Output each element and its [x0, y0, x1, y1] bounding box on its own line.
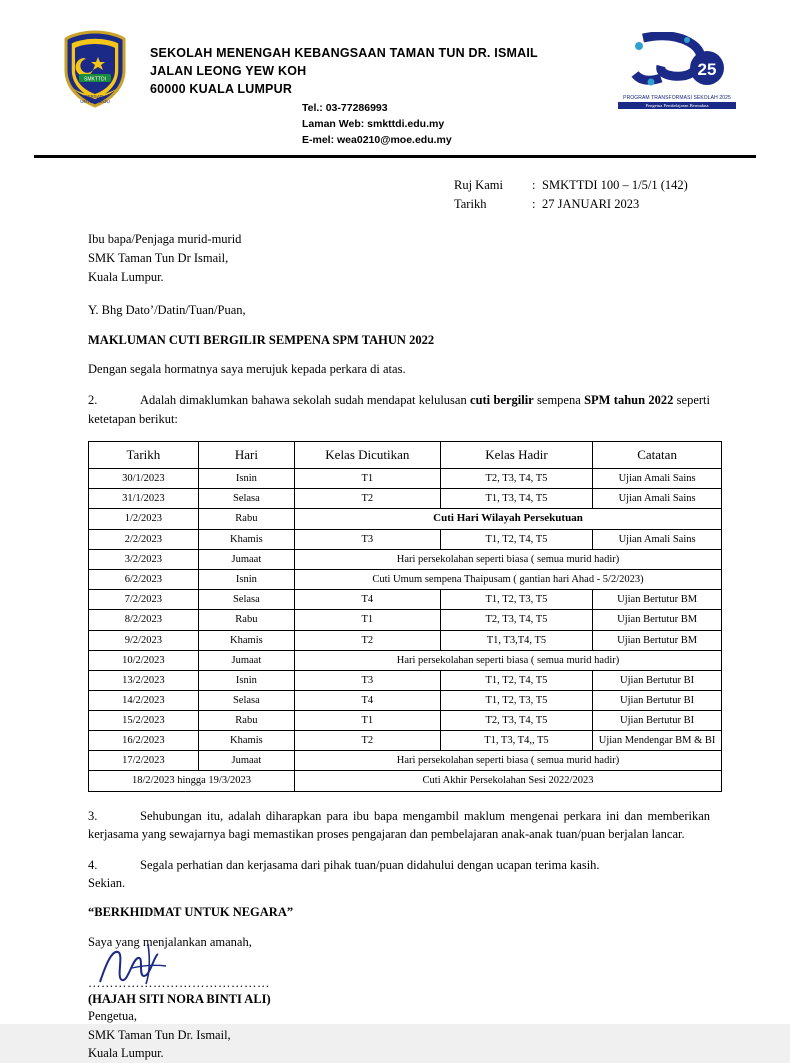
table-cell: Isnin — [198, 468, 294, 488]
table-cell: 15/2/2023 — [89, 711, 199, 731]
date-label: Tarikh — [454, 197, 487, 211]
date-value: 27 JANUARI 2023 — [542, 197, 640, 211]
paragraph-2 — [34, 391, 756, 429]
table-cell: 7/2/2023 — [89, 590, 199, 610]
school-city: 60000 KUALA LUMPUR — [150, 82, 293, 97]
school-street: JALAN LEONG YEW KOH — [150, 64, 307, 79]
paragraph-2-bold-1: cuti bergilir — [470, 393, 534, 408]
table-header-row — [89, 441, 722, 468]
table-cell: T1 — [295, 711, 441, 731]
schedule-table-body — [89, 468, 722, 791]
svg-text:SMKTTDI: SMKTTDI — [84, 76, 106, 83]
table-cell: Jumaat — [198, 650, 294, 670]
col-header-catatan: Catatan — [593, 441, 722, 468]
table-row — [89, 529, 722, 549]
table-row — [89, 751, 722, 771]
table-cell: 10/2/2023 — [89, 650, 199, 670]
table-cell: Khamis — [198, 529, 294, 549]
table-row — [89, 650, 722, 670]
letter-subject: MAKLUMAN CUTI BERGILIR SEMPENA SPM TAHUN 2022 — [88, 333, 435, 348]
ts25-caption: PROGRAM TRANSFORMASI SEKOLAH 2025 — [623, 95, 731, 101]
table-cell: Cuti Umum sempena Thaipusam ( gantian hari Ahad - 5/2/2023) — [295, 570, 722, 590]
school-tel: Tel.: 03-77286993 — [302, 102, 388, 115]
signatory-city: Kuala Lumpur. — [88, 1046, 164, 1061]
table-cell: T1, T2, T3, T5 — [440, 690, 592, 710]
table-row — [89, 590, 722, 610]
table-cell: Ujian Amali Sains — [593, 489, 722, 509]
table-cell: T3 — [295, 529, 441, 549]
table-cell: 1/2/2023 — [89, 509, 199, 530]
table-cell: Ujian Bertutur BI — [593, 670, 722, 690]
table-cell: Selasa — [198, 590, 294, 610]
table-cell: 2/2/2023 — [89, 529, 199, 549]
table-cell: 17/2/2023 — [89, 751, 199, 771]
table-cell: T2, T3, T4, T5 — [440, 468, 592, 488]
table-cell: T1, T3,T4, T5 — [440, 630, 592, 650]
table-cell: T4 — [295, 590, 441, 610]
table-cell: Ujian Bertutur BI — [593, 690, 722, 710]
table-cell: 9/2/2023 — [89, 630, 199, 650]
paragraph-2-text-a: Adalah dimaklumkan bahawa sekolah sudah mendapat kelulusan — [140, 393, 471, 408]
col-header-kelas-dicutikan: Kelas Dicutikan — [295, 441, 441, 468]
table-cell: T2 — [295, 489, 441, 509]
reference-block — [34, 176, 756, 215]
letterhead — [34, 28, 756, 149]
paragraph-2-bold-2: SPM tahun 2022 — [584, 393, 674, 408]
signature-dotted-line: …………………………………… — [88, 975, 270, 990]
table-cell: Rabu — [198, 711, 294, 731]
table-cell: Cuti Akhir Persekolahan Sesi 2022/2023 — [295, 771, 722, 791]
paragraph-2-text-c: sempena — [533, 393, 585, 408]
letterhead-text — [128, 28, 618, 149]
table-row — [89, 630, 722, 650]
school-crest-icon — [62, 30, 128, 106]
table-cell: 8/2/2023 — [89, 610, 199, 630]
table-cell: 3/2/2023 — [89, 550, 199, 570]
ref-value: SMKTTDI 100 – 1/5/1 (142) — [542, 177, 688, 192]
addressee-line-3: Kuala Lumpur. — [88, 270, 164, 285]
table-cell: Ujian Amali Sains — [593, 529, 722, 549]
signature-area — [34, 950, 756, 990]
paragraph-2-text-e: seperti ketetapan berikut: — [88, 393, 711, 426]
table-cell: 13/2/2023 — [89, 670, 199, 690]
paragraph-4 — [34, 856, 756, 875]
table-cell: T1, T2, T3, T5 — [440, 590, 592, 610]
paragraph-3-text: Sehubungan itu, adalah diharapkan para ibu bapa mengambil maklum mengenai perkara ini dan memberikan kerjasama yang sewajarnya bagi memastikan proses pengajaran dan pembelajaran anak-anak tuan/puan berjalan lancar. — [88, 808, 710, 842]
table-cell: T4 — [295, 690, 441, 710]
table-cell: Selasa — [198, 690, 294, 710]
date-row — [454, 195, 756, 214]
schedule-table — [88, 441, 722, 792]
table-cell: Isnin — [198, 670, 294, 690]
svg-text:UNTUK MAJU: UNTUK MAJU — [80, 99, 110, 104]
table-row — [89, 610, 722, 630]
date-colon: : — [532, 197, 536, 211]
table-cell: T1, T2, T4, T5 — [440, 670, 592, 690]
table-row — [89, 670, 722, 690]
table-cell: Rabu — [198, 610, 294, 630]
table-cell: Hari persekolahan seperti biasa ( semua murid hadir) — [295, 650, 722, 670]
table-row — [89, 711, 722, 731]
svg-text:25: 25 — [697, 60, 717, 79]
paragraph-3 — [34, 807, 756, 845]
table-cell: T1 — [295, 610, 441, 630]
svg-text:BERSATU: BERSATU — [84, 94, 106, 99]
addressee-line-2: SMK Taman Tun Dr Ismail, — [88, 251, 229, 266]
table-cell: 6/2/2023 — [89, 570, 199, 590]
addressee-block — [34, 230, 756, 287]
paragraph-4-number: 4. — [88, 858, 98, 872]
table-cell: Ujian Bertutur BI — [593, 711, 722, 731]
table-cell: 14/2/2023 — [89, 690, 199, 710]
paragraph-4-text: Segala perhatian dan kerjasama dari pihak tuan/puan didahului dengan ucapan terima kasih. — [140, 858, 600, 872]
table-row — [89, 550, 722, 570]
closing-motto: “BERKHIDMAT UNTUK NEGARA” — [88, 904, 294, 919]
table-cell: T1 — [295, 468, 441, 488]
table-cell: T2 — [295, 630, 441, 650]
school-email: E-mel: wea0210@moe.edu.my — [302, 133, 452, 146]
table-row — [89, 771, 722, 791]
addressee-line-1: Ibu bapa/Penjaga murid-murid — [88, 232, 242, 247]
col-header-hari: Hari — [198, 441, 294, 468]
signatory-title: Pengetua, — [88, 1008, 137, 1023]
signatory-school: SMK Taman Tun Dr. Ismail, — [88, 1027, 231, 1042]
table-cell: Ujian Amali Sains — [593, 468, 722, 488]
table-cell: Ujian Bertutur BM — [593, 610, 722, 630]
table-cell: 31/1/2023 — [89, 489, 199, 509]
table-cell: Khamis — [198, 630, 294, 650]
paragraph-3-number: 3. — [88, 808, 98, 823]
ts25-logo — [618, 28, 736, 109]
table-row — [89, 731, 722, 751]
table-cell: Ujian Bertutur BM — [593, 630, 722, 650]
ts25-subcaption: Pengetua Pembelajaran Bermakna — [618, 102, 736, 109]
table-cell: Khamis — [198, 731, 294, 751]
sekian-text: Sekian. — [88, 875, 126, 890]
table-cell: Isnin — [198, 570, 294, 590]
salutation: Y. Bhg Dato’/Datin/Tuan/Puan, — [88, 303, 246, 318]
table-cell: Hari persekolahan seperti biasa ( semua murid hadir) — [295, 550, 722, 570]
signatory-name: (HAJAH SITI NORA BINTI ALI) — [88, 991, 271, 1006]
table-cell: Ujian Mendengar BM & BI — [593, 731, 722, 751]
reference-row — [454, 176, 756, 195]
table-cell: T1, T2, T4, T5 — [440, 529, 592, 549]
table-row — [89, 690, 722, 710]
table-row — [89, 489, 722, 509]
ref-colon: : — [532, 177, 536, 192]
table-cell: T2 — [295, 731, 441, 751]
school-website: Laman Web: smkttdi.edu.my — [302, 118, 445, 131]
school-name: SEKOLAH MENENGAH KEBANGSAAN TAMAN TUN DR. ISMAIL — [150, 46, 538, 60]
table-cell: Jumaat — [198, 751, 294, 771]
table-cell: Selasa — [198, 489, 294, 509]
table-cell: T1, T3, T4,, T5 — [440, 731, 592, 751]
paragraph-2-number: 2. — [88, 393, 98, 408]
table-row — [89, 570, 722, 590]
signature-intro: Saya yang menjalankan amanah, — [88, 934, 252, 949]
col-header-tarikh: Tarikh — [89, 441, 199, 468]
table-cell: Ujian Bertutur BM — [593, 590, 722, 610]
table-row — [89, 468, 722, 488]
table-cell: Rabu — [198, 509, 294, 530]
table-row — [89, 509, 722, 530]
table-cell: T3 — [295, 670, 441, 690]
table-cell: T2, T3, T4, T5 — [440, 610, 592, 630]
table-cell: Cuti Hari Wilayah Persekutuan — [295, 509, 722, 530]
table-cell: Hari persekolahan seperti biasa ( semua murid hadir) — [295, 751, 722, 771]
paragraph-intro: Dengan segala hormatnya saya merujuk kepada perkara di atas. — [88, 362, 406, 377]
table-cell: Jumaat — [198, 550, 294, 570]
header-divider — [34, 155, 756, 158]
table-cell: 16/2/2023 — [89, 731, 199, 751]
ref-label: Ruj Kami — [454, 177, 503, 192]
col-header-kelas-hadir: Kelas Hadir — [440, 441, 592, 468]
table-cell: T1, T3, T4, T5 — [440, 489, 592, 509]
table-cell: T2, T3, T4, T5 — [440, 711, 592, 731]
table-cell: 30/1/2023 — [89, 468, 199, 488]
table-cell: 18/2/2023 hingga 19/3/2023 — [89, 771, 295, 791]
